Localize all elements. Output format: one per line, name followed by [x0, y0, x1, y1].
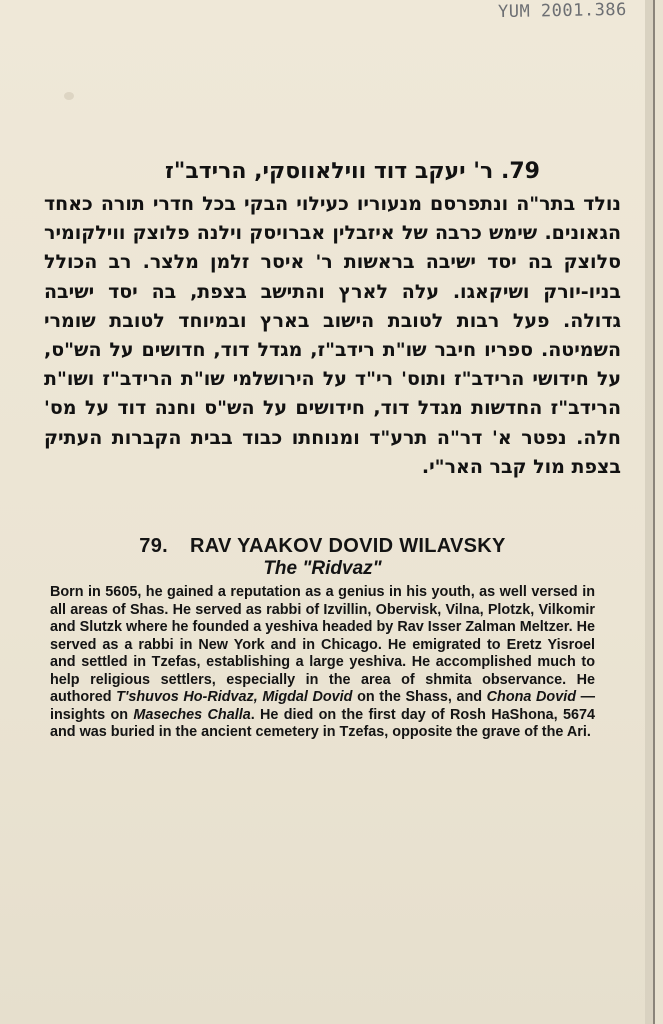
- english-section: [50, 534, 595, 742]
- hebrew-section: [44, 156, 621, 482]
- book-title-tshuvos: T'shuvos Ho-Ridvaz, Migdal Dovid: [116, 689, 353, 705]
- english-title-text: RAV YAAKOV DOVID WILAVSKY: [190, 535, 506, 557]
- paper-stain: [64, 92, 74, 100]
- english-number: 79.: [139, 535, 168, 557]
- english-body-part-1: Born in 5605, he gained a reputation as a genius in his youth, as well versed in all areas of Shas. He served as rabbi of Izvillin, Obervisk, Vilna, Plotzk, Vilkomir and Slutzk where he founded a yeshiva headed by Rav Isser Zalman Meltzer. He served as a rabbi in New York and in Chicago. He emigrated to Eretz Yisroel and settled in Tzefas, establishing a large yeshiva. He accomplished much to help religious settlers, especially in the area of shmita observance. He authored: [50, 584, 595, 705]
- english-title: [50, 534, 595, 558]
- book-title-maseches-challa: Maseches Challa: [133, 706, 251, 723]
- english-subtitle: The "Ridvaz": [263, 558, 382, 579]
- hebrew-body: נולד בתר"ה ונתפרסם מנעוריו כעילוי הבקי בכל חדרי תורה כאחד הגאונים. שימש כרבה של איזבלין אברויסק וילנה פלוצק ווילקומיר סלוצק בה יסד ישיבה בראשות ר' איסר זלמן מלצר. רב הכולל בניו-יורק ושיקאגו. עלה לארץ והתישב בצפת, בה יסד ישיבה גדולה. פעל רבות לטובת הישוב בארץ ובמיוחד לטובת שומרי השמיטה. ספריו חיבר שו"ת רידב"ז, מגדל דוד, חדושים על הש"ס, על חידושי הרידב"ז ותוס' רי"ד על הירושלמי שו"ת הרידב"ז ושו"ת הרידב"ז החדשות מגדל דוד, חידושים על הש"ס וחנה דוד על מס' חלה. נפטר א' דר"ה תרע"ד ומנוחתו כבוד בבית הקברות העתיק בצפת מול קבר האר"י.: [44, 193, 621, 478]
- card-edge: [645, 0, 653, 1024]
- book-title-chona-dovid: Chona Dovid: [486, 689, 577, 705]
- english-body-part-2: on the Shass, and: [352, 689, 487, 705]
- hebrew-number: 79.: [500, 159, 540, 184]
- english-body-part-4: . He died on the first day of Rosh HaShona, 5674 and was buried in the ancient cemetery in Tzefas, opposite the grave of the Ari.: [50, 706, 595, 740]
- archive-id: YUM 2001.386: [498, 0, 628, 23]
- english-body-part-3: — insights on: [50, 689, 596, 723]
- english-body: [50, 584, 595, 742]
- hebrew-title-text: ר' יעקב דוד ווילאווסקי, הרידב"ז: [165, 159, 494, 184]
- hebrew-title: [44, 156, 621, 188]
